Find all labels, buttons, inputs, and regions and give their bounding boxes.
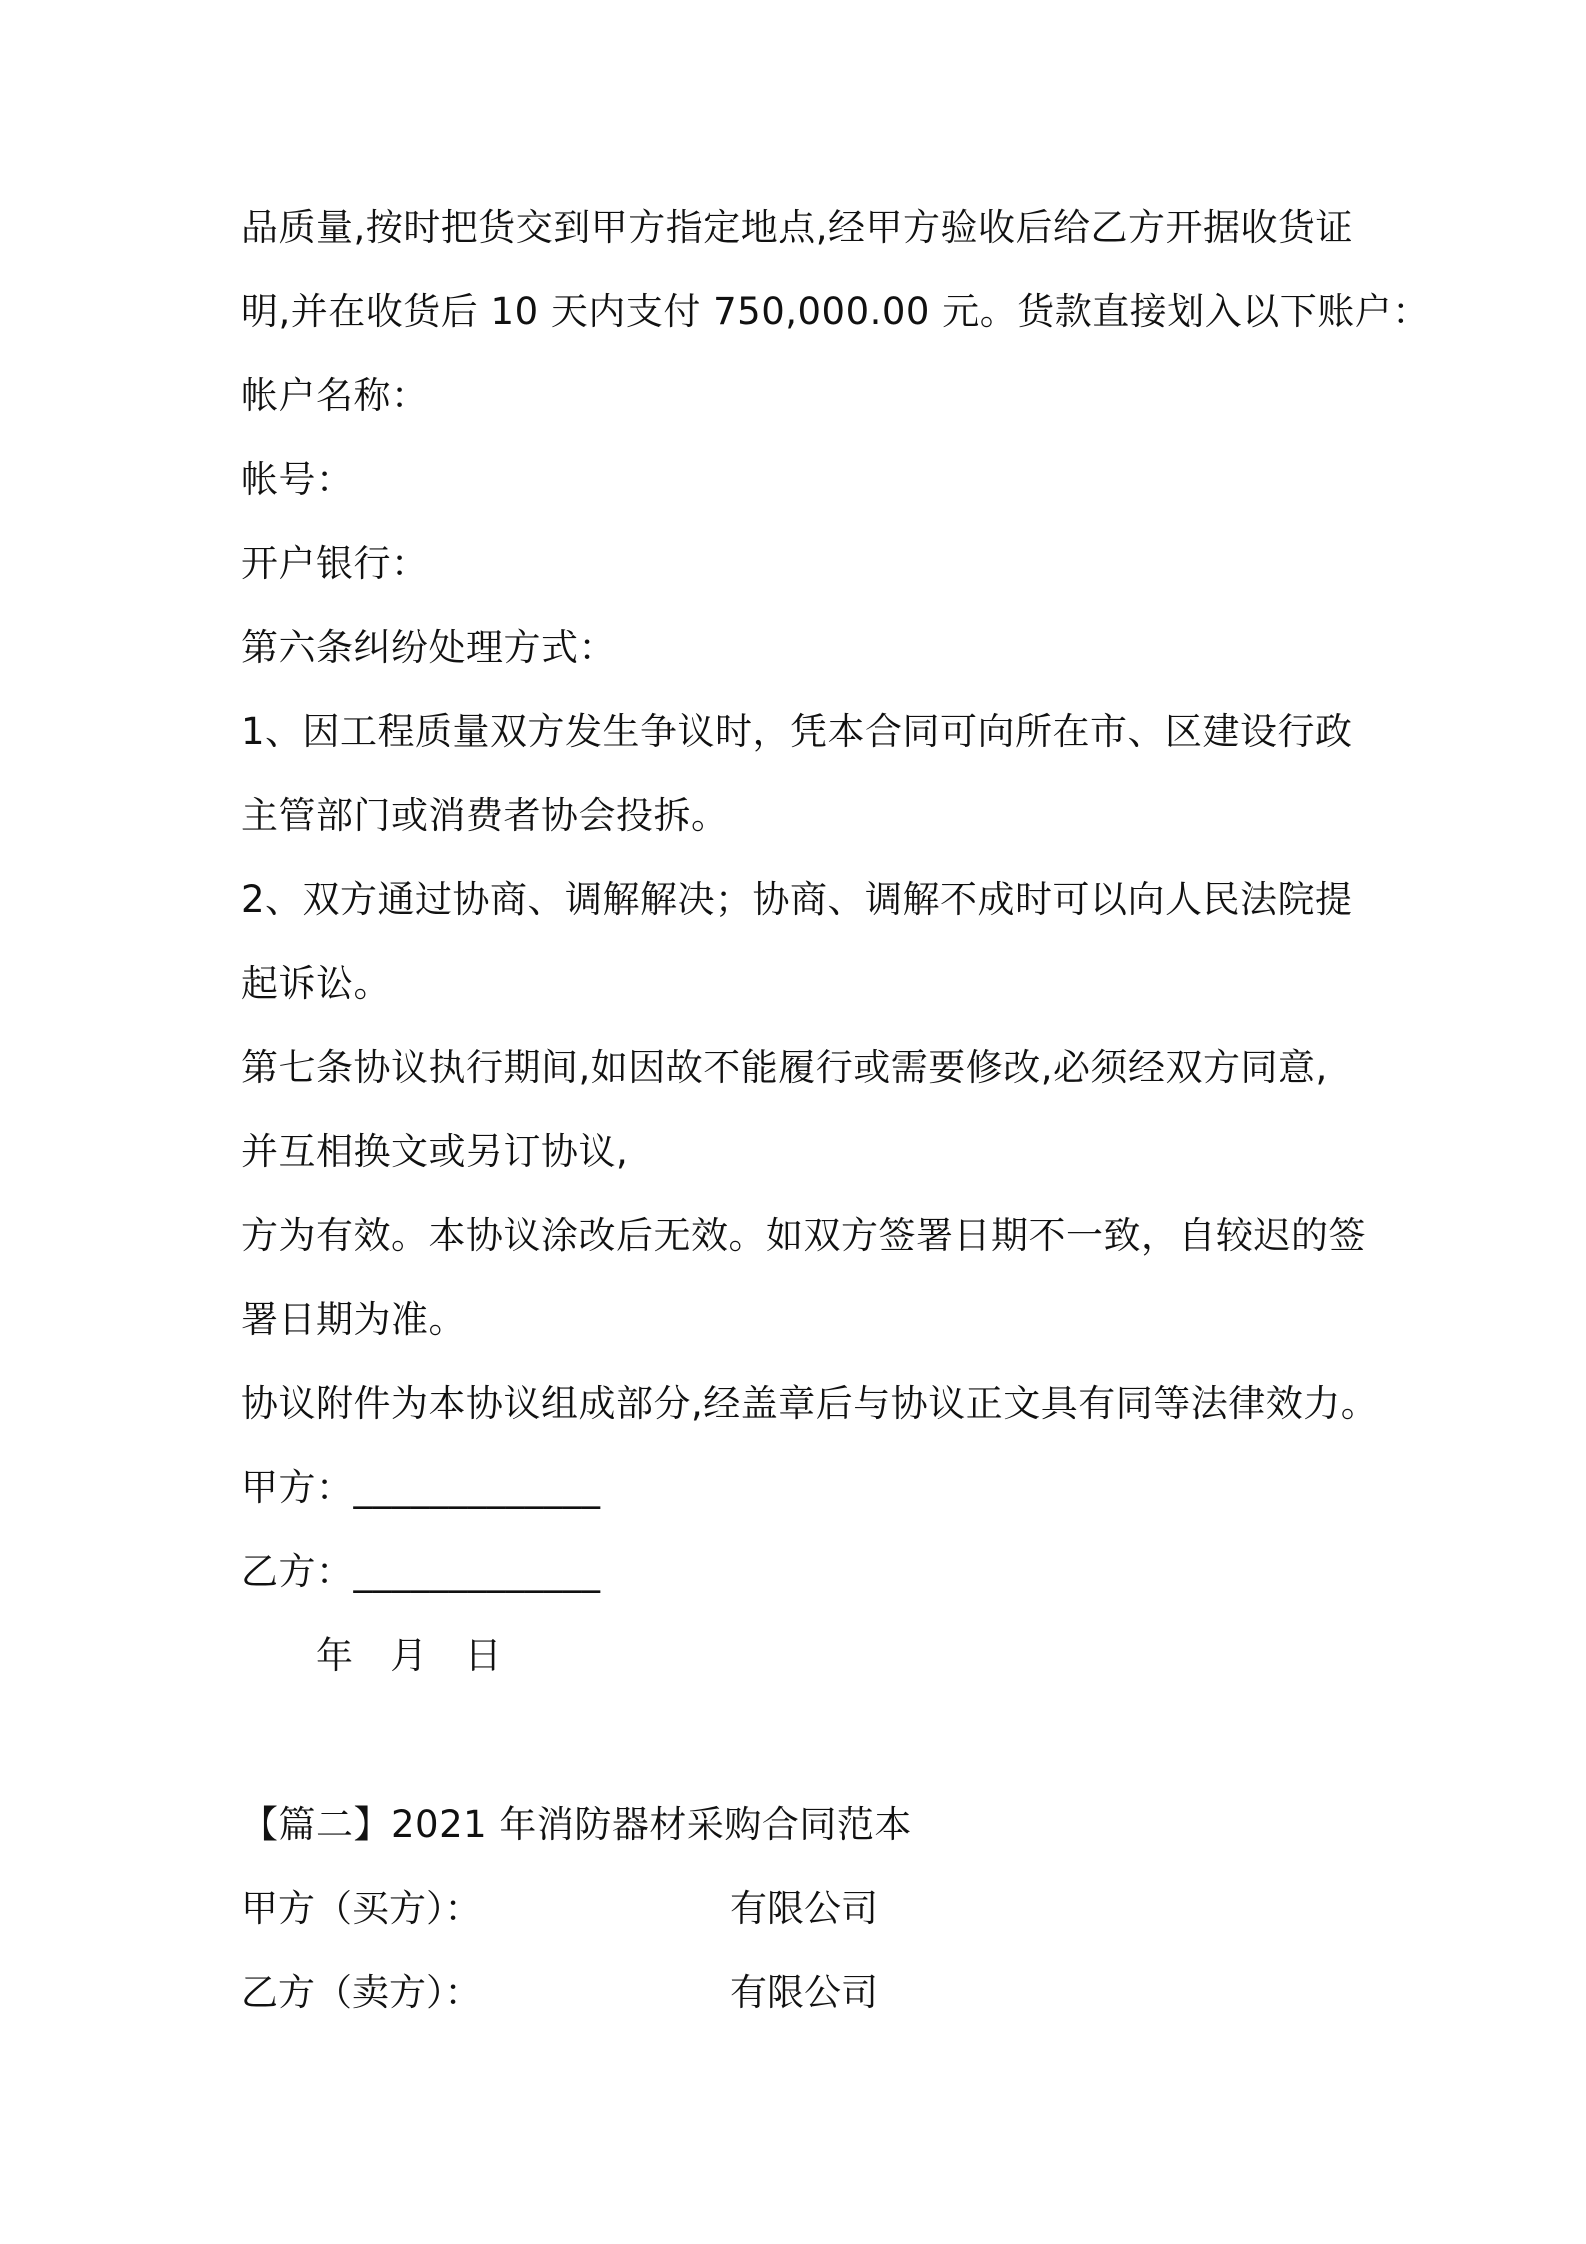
party-b-company-suffix: 有限公司 xyxy=(730,1971,878,2014)
party-b-seller-label: 乙方（卖方）： xyxy=(241,1971,482,2014)
article-seven-line: 第七条协议执行期间,如因故不能履行或需要修改,必须经双方同意, xyxy=(241,1046,1328,1089)
party-a-signature-line: 甲方：_____________ xyxy=(241,1466,601,1509)
date-line: 年 月 日 xyxy=(316,1634,503,1677)
paragraph-line: 明,并在收货后 10 天内支付 750,000.00 元。货款直接划入以下账户： xyxy=(241,290,1430,333)
account-name-label: 帐户名称： xyxy=(241,374,429,417)
article-six-heading: 第六条纠纷处理方式： xyxy=(241,626,616,669)
paragraph-line: 品质量,按时把货交到甲方指定地点,经甲方验收后给乙方开据收货证 xyxy=(241,206,1354,249)
bank-label: 开户银行： xyxy=(241,542,429,585)
paragraph-line: 1、因工程质量双方发生争议时，凭本合同可向所在市、区建设行政 xyxy=(241,710,1353,753)
paragraph-line: 2、双方通过协商、调解解决；协商、调解不成时可以向人民法院提 xyxy=(241,878,1353,921)
paragraph-line: 方为有效。本协议涂改后无效。如双方签署日期不一致，自较迟的签 xyxy=(241,1214,1366,1257)
paragraph-line: 协议附件为本协议组成部分,经盖章后与协议正文具有同等法律效力。 xyxy=(241,1382,1379,1425)
section-two-title: 【篇二】2021 年消防器材采购合同范本 xyxy=(241,1803,912,1846)
party-a-company-suffix: 有限公司 xyxy=(730,1887,878,1930)
account-number-label: 帐号： xyxy=(241,458,354,501)
party-b-signature-line: 乙方：_____________ xyxy=(241,1550,601,1593)
paragraph-line: 主管部门或消费者协会投拆。 xyxy=(241,794,729,837)
paragraph-line: 起诉讼。 xyxy=(241,962,391,1005)
paragraph-line: 并互相换文或另订协议, xyxy=(241,1130,629,1173)
paragraph-line: 署日期为准。 xyxy=(241,1298,466,1341)
party-a-buyer-label: 甲方（买方）： xyxy=(241,1887,482,1930)
